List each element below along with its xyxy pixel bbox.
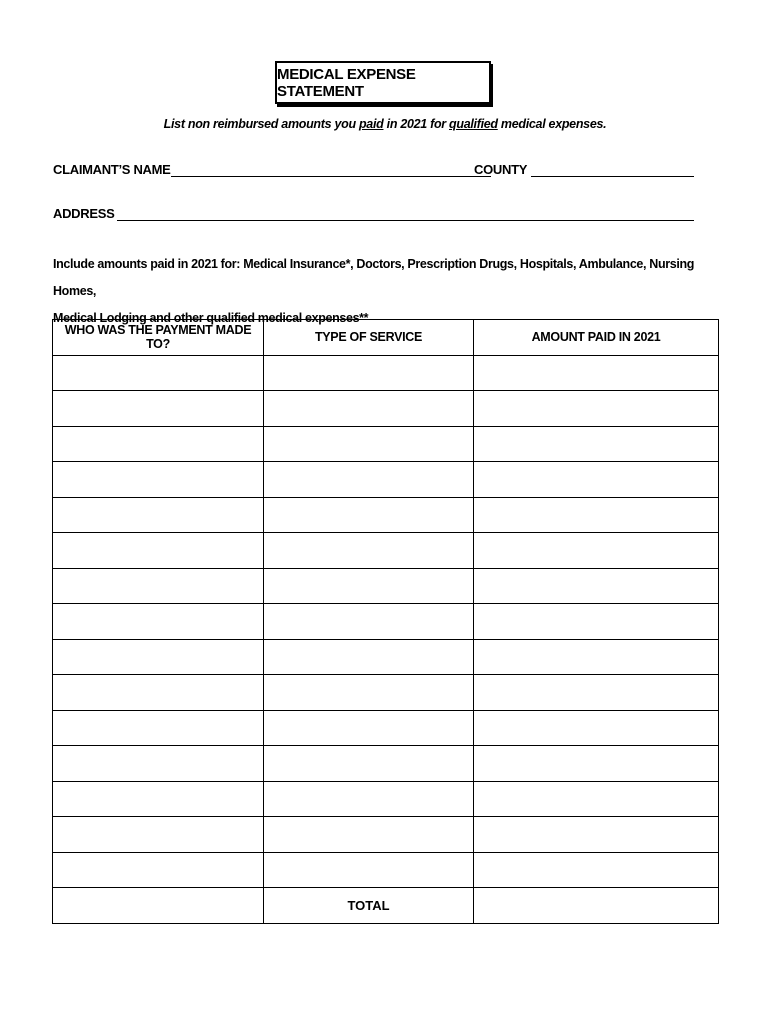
amount-cell[interactable] [474, 781, 719, 817]
subtitle-text-1: List non reimbursed amounts you [163, 117, 359, 131]
expense-table-body [53, 355, 719, 923]
table-row [53, 817, 719, 853]
service-cell[interactable] [264, 746, 474, 782]
payee-cell[interactable] [53, 639, 264, 675]
service-cell[interactable] [264, 639, 474, 675]
service-cell[interactable] [264, 568, 474, 604]
payee-cell[interactable] [53, 817, 264, 853]
total-row [53, 888, 719, 924]
claimant-name-row [53, 162, 491, 177]
payee-cell[interactable] [53, 462, 264, 498]
address-row [53, 206, 694, 221]
address-label: ADDRESS [53, 206, 115, 221]
service-cell[interactable] [264, 781, 474, 817]
payee-cell[interactable] [53, 426, 264, 462]
payee-cell[interactable] [53, 355, 264, 391]
table-row [53, 604, 719, 640]
service-cell[interactable] [264, 604, 474, 640]
payee-cell[interactable] [53, 852, 264, 888]
table-row [53, 355, 719, 391]
subtitle-paid: paid [358, 117, 384, 131]
address-field[interactable] [117, 206, 694, 221]
column-header-payee: WHO WAS THE PAYMENT MADE TO? [53, 320, 264, 356]
payee-cell[interactable] [53, 391, 264, 427]
table-row [53, 781, 719, 817]
table-row [53, 426, 719, 462]
amount-cell[interactable] [474, 462, 719, 498]
amount-cell[interactable] [474, 533, 719, 569]
claimant-name-field[interactable] [171, 162, 491, 177]
payee-cell[interactable] [53, 497, 264, 533]
table-row [53, 852, 719, 888]
form-subtitle [0, 117, 770, 131]
claimant-name-label: CLAIMANT’S NAME [53, 162, 171, 177]
service-cell[interactable] [264, 533, 474, 569]
payee-cell[interactable] [53, 675, 264, 711]
table-header-row [53, 320, 719, 356]
amount-cell[interactable] [474, 710, 719, 746]
include-line-1: Include amounts paid in 2021 for: Medical Insurance*, Doctors, Prescription Drugs, Hospitals, Ambulance, Nursing Homes, [53, 257, 695, 298]
payee-cell[interactable] [53, 710, 264, 746]
expense-table [52, 319, 719, 924]
county-label: COUNTY [474, 162, 528, 177]
table-row [53, 497, 719, 533]
amount-cell[interactable] [474, 426, 719, 462]
service-cell[interactable] [264, 675, 474, 711]
table-row [53, 568, 719, 604]
table-row [53, 639, 719, 675]
table-row [53, 710, 719, 746]
service-cell[interactable] [264, 355, 474, 391]
service-cell[interactable] [264, 497, 474, 533]
table-row [53, 533, 719, 569]
form-title: MEDICAL EXPENSE STATEMENT [275, 61, 491, 104]
service-cell[interactable] [264, 817, 474, 853]
include-line-2: Medical Lodging and other qualified medical expenses** [53, 311, 369, 325]
total-row-blank-cell [53, 888, 264, 924]
total-amount-cell[interactable] [474, 888, 719, 924]
payee-cell[interactable] [53, 781, 264, 817]
total-label: TOTAL [264, 888, 474, 924]
column-header-service: TYPE OF SERVICE [264, 320, 474, 356]
payee-cell[interactable] [53, 746, 264, 782]
column-header-amount: AMOUNT PAID IN 2021 [474, 320, 719, 356]
amount-cell[interactable] [474, 675, 719, 711]
subtitle-qualified: qualified [449, 117, 498, 131]
payee-cell[interactable] [53, 533, 264, 569]
service-cell[interactable] [264, 710, 474, 746]
subtitle-text-3: medical expenses. [497, 117, 607, 131]
subtitle-text-2: in 2021 for [383, 117, 450, 131]
county-row [474, 162, 694, 177]
service-cell[interactable] [264, 391, 474, 427]
payee-cell[interactable] [53, 568, 264, 604]
amount-cell[interactable] [474, 604, 719, 640]
table-row [53, 391, 719, 427]
service-cell[interactable] [264, 462, 474, 498]
amount-cell[interactable] [474, 355, 719, 391]
payee-cell[interactable] [53, 604, 264, 640]
table-row [53, 462, 719, 498]
county-field[interactable] [531, 162, 694, 177]
amount-cell[interactable] [474, 817, 719, 853]
amount-cell[interactable] [474, 497, 719, 533]
service-cell[interactable] [264, 852, 474, 888]
amount-cell[interactable] [474, 852, 719, 888]
amount-cell[interactable] [474, 639, 719, 675]
service-cell[interactable] [264, 426, 474, 462]
amount-cell[interactable] [474, 568, 719, 604]
table-row [53, 746, 719, 782]
table-row [53, 675, 719, 711]
amount-cell[interactable] [474, 746, 719, 782]
amount-cell[interactable] [474, 391, 719, 427]
